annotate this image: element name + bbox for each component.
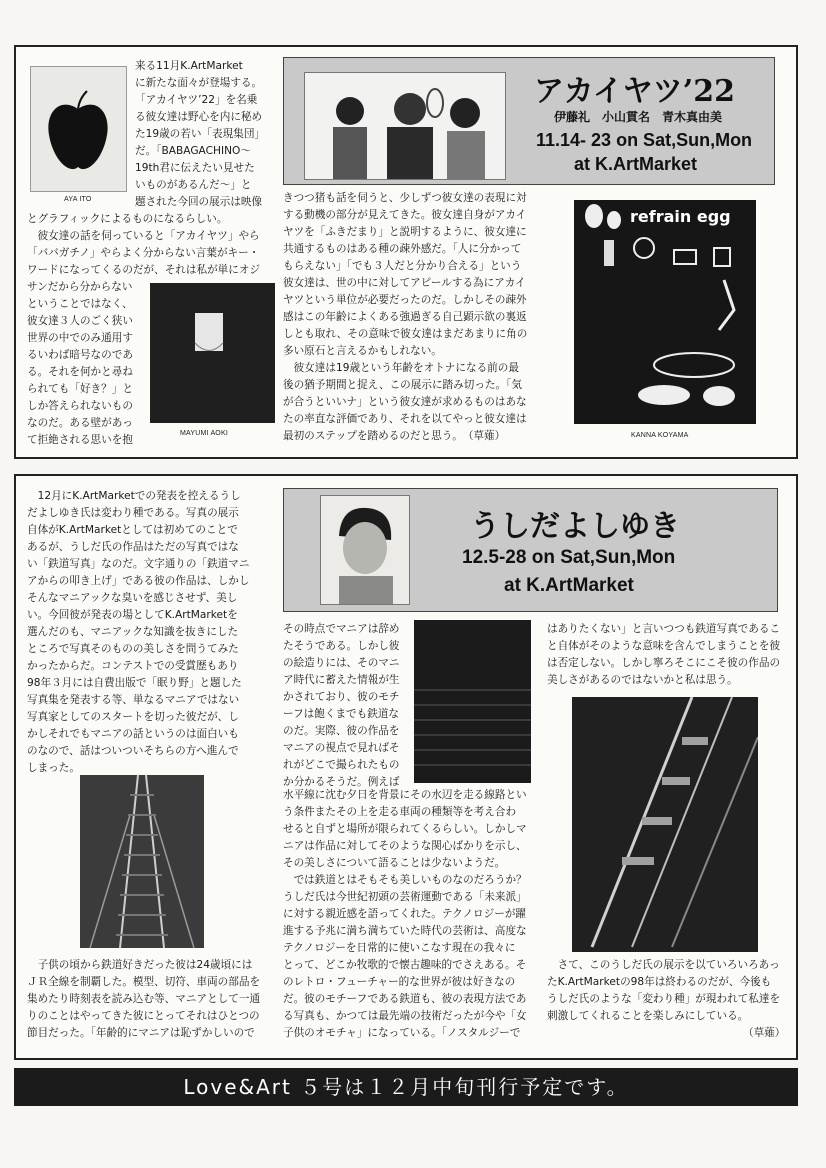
person-icon: [321, 496, 409, 604]
apple-icon: [31, 67, 126, 191]
photo-aya-ito: [30, 66, 127, 192]
article1-col1-bottom: サンだから分からない ということではなく、 彼女達３人のごく狭い 世界の中でのみ通用す るいわば暗号なのであ る。それを何かと尋ね られても「好き？」と しか答えられないもの なのだ。ある壁があっ て拒絶される思いを抱: [27, 281, 133, 446]
article1-col1-top: 来る11月K.ArtMarket に新たな面々が登場する。 「アカイヤツ’22」を名乗 る彼女達は野心を内に秘め た19歳の若い「表現集団」 だ。「BABAGACHINO～ 19th君に伝えたい見せた いものがあるんだ～」と 題された今回の展示は映像: [135, 60, 266, 208]
egg-illustration-icon: [574, 200, 756, 424]
article2-col1-bottom: 子供の頃から鉄道好きだった彼は24歳頃には ＪＲ全線を制覇した。模型、切符、車両の部品を 集めたり時刻表を読み込む等、マニアとして一通 りのことはやってきた彼にとってそれはひとつの 節目だった。「年齢的にマニアは恥ずかしいので: [27, 959, 261, 1039]
photo-train: [572, 697, 758, 952]
banner-akaiyatsu: [283, 57, 775, 185]
footer-announcement: Love&Art ５号は１２月中旬刊行予定です。: [14, 1068, 798, 1106]
banner2-title: うしだよしゆき: [470, 509, 680, 544]
caption-mayumi-aoki: MAYUMI AOKI: [180, 430, 228, 437]
artwork-title: refrain egg: [630, 207, 731, 226]
people-icon: [305, 73, 505, 179]
article2-col3-bottom: さて、このうしだ氏の展示を以ていろいろあっ たK.ArtMarketの98年は終わるのだが、今後も うしだ氏のような「変わり種」が現われて私達を 刺激してくれることを楽しみにしている。 （草薙）: [547, 959, 786, 1039]
banner-title: アカイヤツ’22: [534, 74, 735, 109]
article2-col2-top: その時点でマニアは辞め たそうである。しかし彼 の絵造りには、そのマニ ア時代に蓄えた情報が生 かされており、彼のモチ ーフは飽くまでも鉄道な のだ。実際、彼の作品を マニアの視点で見ればそ れがどこで撮られたもの か分かるそうだ。例えば: [283, 623, 400, 788]
banner2-venue: at K.ArtMarket: [504, 575, 634, 596]
portrait-photo: [320, 495, 410, 605]
caption-aya-ito: AYA ITO: [64, 196, 92, 203]
banner-venue: at K.ArtMarket: [574, 154, 698, 174]
photo-sunset-water: [414, 620, 531, 783]
article2-col3-top: はありたくない」と言いつつも鉄道写真であるこ と自体がそのような意味を含んでしまうことを彼 は否定しない。しかし寧ろそこにこそ彼の作品の 美しさがあるのではないかと私は思う。: [547, 623, 781, 686]
photo-railway-tracks: [80, 775, 204, 948]
banner-ushida: [283, 488, 778, 612]
article1-col2: きつつ猪も話を伺うと、少しずつ彼女達の表現に対 する動機の部分が見えてきた。彼女達自身がアカイ ヤツを「ふきだまり」と説明するように、彼女達に 共通するものはある種の疎外感だ。「人に分かって もらえない」「でも３人だと分かり合える」という 彼女達は、世の中に対してアピールする為にアカイ ヤツという単位が必要だったのだ。しかしその疎外 感はこの年齢によくある強過ぎる自己顕示欲の裏返 しとも取れ、その意味で彼女達はまだあまりに角の 多い原石と言えるかもしれない。 彼女達は19歳という年齢をオトナになる前の最 後の猶予期間と捉え、この展示に踏み切った。「気 が合うといいナ」という彼女達が求めるものはあな たの率直な評価であり、それを以てやっと彼女達は 最初のステップを踏めるのだと思う。 （草薙）: [283, 192, 528, 442]
water-icon: [414, 620, 531, 783]
article2-col2-full: 水平線に沈む夕日を背景にその水辺を走る線路とい う条件またその上を走る車両の種類等を考え合わ せると自ずと場所が限られてくるらしい。しかしマ ニアは作品に対してそのような関心ばかりを示し、 その美しさについて語ることは少ないようだ。 では鉄道とはそもそも美しいものなのだろうか？ うしだ氏は今世紀初頭の芸術運動である「未来派」 に対する親近感を語ってくれた。テクノロジーが躍 進する予兆に満ち満ちていた時代の芸術は、高度な テクノロジーを日常的に使いこなす現在の我々に とって、どこか牧歌的で懐古趣味的でさえある。そ のレトロ・フューチャー的な世界が彼は好きなの だ。彼のモチーフである鉄道も、彼の表現方法であ る写真も、かつては最先端の技術だったが今や「女 子供のオモチャ」になっている。「ノスタルジーで: [283, 789, 527, 1039]
banner2-dates: 12.5-28 on Sat,Sun,Mon: [462, 547, 676, 568]
photo-mayumi-aoki: [150, 283, 275, 423]
banner-dates: 11.14- 23 on Sat,Sun,Mon: [536, 130, 753, 150]
group-photo: [304, 72, 506, 180]
train-icon: [572, 697, 758, 952]
artwork-refrain-egg: [574, 200, 756, 424]
article2-col1: 12月にK.ArtMarketでの発表を控えるうし だよしゆき氏は変わり種である。写真の展示 自体がK.ArtMarketとしては初めてのことで あるが、うしだ氏の作品はただの写真ではな い「鉄道写真」なのだ。文字通りの「鉄道マニ アからの叩き上げ」である彼の作品は、しかし そんなマニアックな臭いを感じさせず、美し い。今回彼が発表の場としてK.ArtMarketを 選んだのも、マニアックな知識を抜きにした ところで写真そのものの美しさを問うてみた かったからだ。コンテストでの受賞歴もあり 98年３月には自費出版で「眠り野」と題した 写真集を発表する等、単なるマニアではない 写真家としてのスタートを切った彼だが、し かしそれでもマニアの話というのは面白いも のなので、話はついついそちらの方へ進んで しまった。: [27, 490, 250, 774]
railway-icon: [80, 775, 204, 948]
article1-col1-full: とグラフィックによるものになるらしい。 彼女達の話を伺っていると「アカイヤツ」やら 「ババガチノ」やらよく分からない言葉がキー・ ワードになってくるのだが、それは私が単にオジ: [27, 213, 261, 276]
figure-icon: [150, 283, 275, 423]
caption-kanna-koyama: KANNA KOYAMA: [631, 432, 689, 439]
banner-members: 伊藤礼 小山貫名 青木真由美: [554, 110, 723, 124]
